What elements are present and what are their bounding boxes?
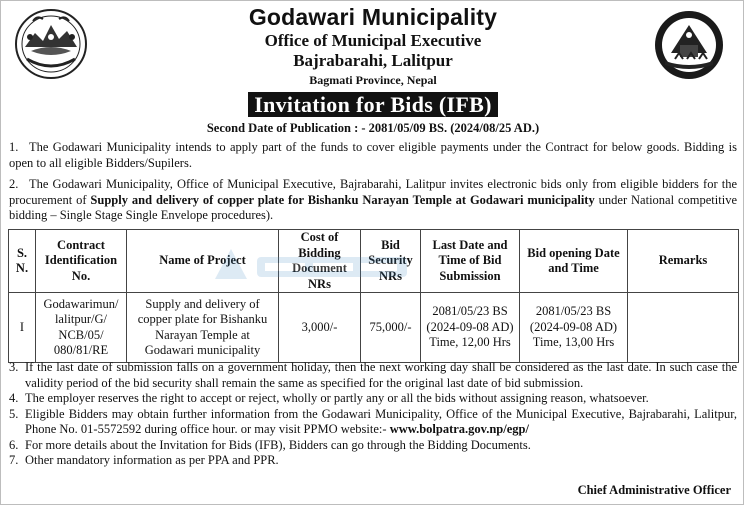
header-remarks: Remarks	[628, 230, 739, 293]
paragraph-2	[9, 177, 737, 224]
signatory-title: Chief Administrative Officer	[577, 483, 731, 497]
paragraph-text: The Godawari Municipality intends to apply part of the funds to cover eligible payments under the Contract for below goods. Bidding is open to all eligible Bidders/Supilers.	[9, 140, 737, 170]
note-number: 6.	[9, 437, 19, 452]
paragraph-text-end: under National competitive bidding – Single Stage Single Envelope procedures).	[9, 192, 737, 222]
note-item	[9, 407, 737, 438]
header-opening: Bid opening Date and Time	[520, 230, 628, 293]
paragraph-number: 1.	[9, 140, 19, 154]
bid-table	[8, 229, 739, 363]
paragraph-text: The Godawari Municipality, Office of Municipal Executive, Bajrabarahi, Lalitpur invites electronic bids only from eligible bidders for the procurement of	[9, 177, 737, 207]
note-item	[9, 438, 737, 454]
office-name: Office of Municipal Executive	[264, 31, 482, 50]
note-number: 5.	[9, 406, 19, 421]
header-submission: Last Date and Time of Bid Submission	[421, 230, 520, 293]
cell-remarks	[628, 293, 739, 363]
table-header-row	[9, 230, 739, 293]
note-text: Other mandatory information as per PPA and PPR.	[25, 453, 279, 467]
municipality-name: Godawari Municipality	[248, 4, 498, 30]
cell-contract-id: Godawarimun/ lalitpur/G/ NCB/05/ 080/81/RE	[36, 293, 127, 363]
publication-date: Second Date of Publication : - 2081/05/09 BS. (2024/08/25 AD.)	[206, 121, 540, 135]
paragraph-1	[9, 140, 737, 171]
note-item	[9, 453, 737, 469]
note-item	[9, 391, 737, 407]
table-row	[9, 293, 739, 363]
ppmo-website-link[interactable]: www.bolpatra.gov.np/egp/	[389, 422, 529, 436]
paragraph-number: 2.	[9, 177, 19, 191]
notice-title: Invitation for Bids (IFB)	[248, 92, 498, 117]
cell-sn: I	[9, 293, 36, 363]
cell-project: Supply and delivery of copper plate for Bishanku Narayan Temple at Godawari municipality	[127, 293, 279, 363]
note-item	[9, 360, 737, 391]
note-text: For more details about the Invitation for Bids (IFB), Bidders can go through the Bidding Documents.	[25, 437, 531, 452]
note-number: 7.	[9, 453, 19, 467]
note-text: The employer reserves the right to accept or reject, wholly or partly any or all the bids without assigning reason, whatsoever.	[25, 391, 649, 405]
header-bid-security: Bid Security NRs	[361, 230, 421, 293]
cell-opening: 2081/05/23 BS (2024-09-08 AD) Time, 13,00 Hrs	[520, 293, 628, 363]
cell-bid-security: 75,000/-	[361, 293, 421, 363]
header-contract-id: Contract Identification No.	[36, 230, 127, 293]
cell-doc-cost: 3,000/-	[279, 293, 361, 363]
header-project: Name of Project	[127, 230, 279, 293]
header-doc-cost: Cost of Bidding Document NRs	[279, 230, 361, 293]
note-number: 3.	[9, 360, 19, 374]
header-sn: S. N.	[9, 230, 36, 293]
notes-list	[9, 360, 737, 469]
note-number: 4.	[9, 391, 19, 405]
note-text: If the last date of submission falls on a government holiday, then the next working day shall be considered as the last date. In such case the validity period of the bid security shall remain the same as specified for the original last date of bid submission.	[25, 360, 737, 390]
note-text: Eligible Bidders may obtain further information from the Godawari Municipality, Office of the Municipal Executive, Bajrabarahi, Lalitpur, Phone No. 01-5572592 during office hour. or may visit PPMO website:-	[25, 406, 737, 436]
procurement-item: Supply and delivery of copper plate for Bishanku Narayan Temple at Godawari municipality	[90, 192, 595, 207]
office-location: Bajrabarahi, Lalitpur	[293, 51, 453, 70]
province: Bagmati Province, Nepal	[309, 73, 437, 87]
cell-submission: 2081/05/23 BS (2024-09-08 AD) Time, 12,00 Hrs	[421, 293, 520, 363]
